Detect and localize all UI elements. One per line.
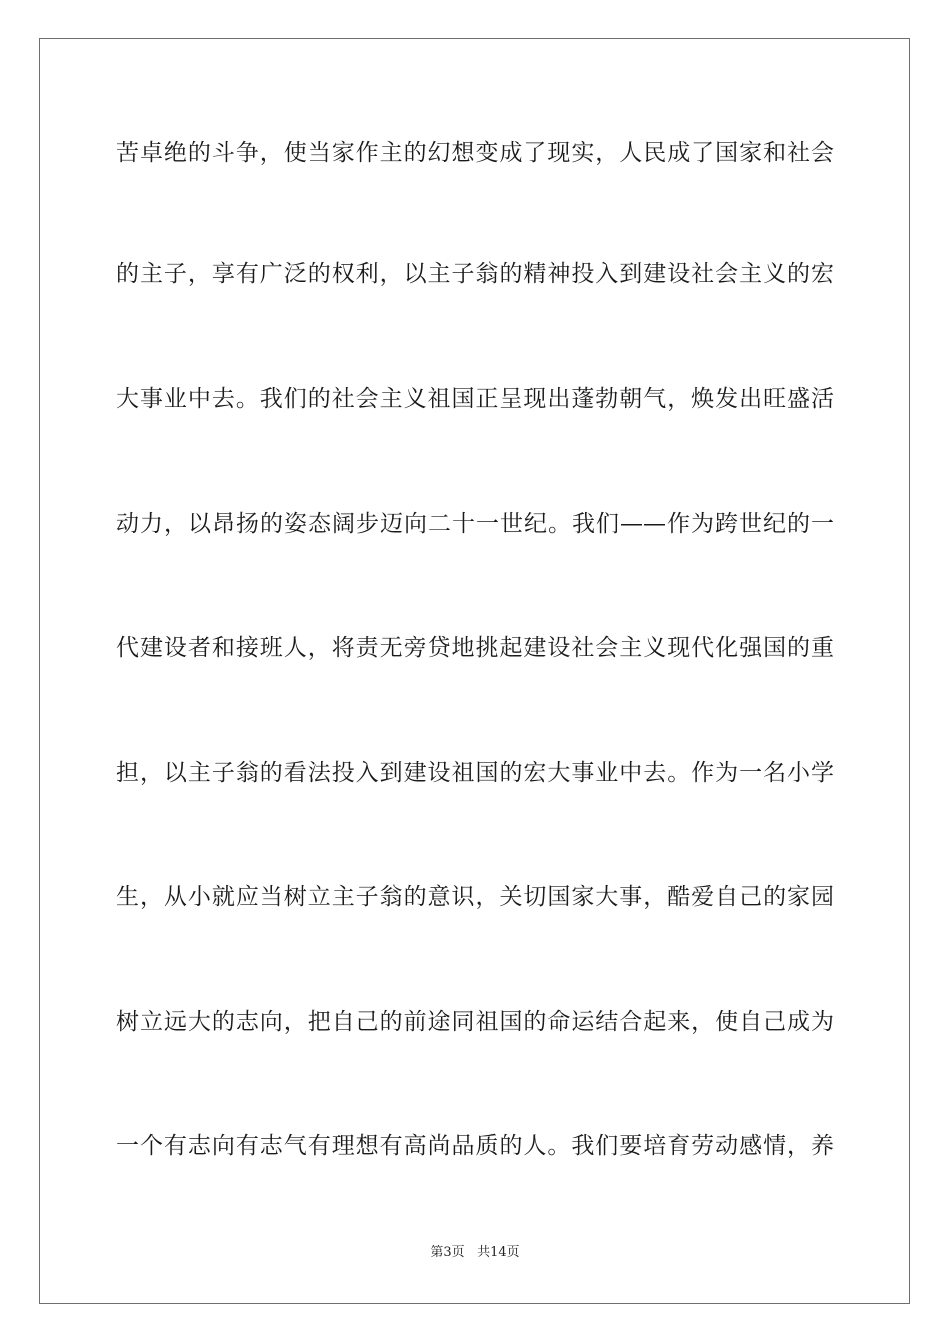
text-line-6: 担，以主子翁的看法投入到建设祖国的宏大事业中去。作为一名小学 — [116, 760, 834, 786]
text-line-8: 树立远大的志向，把自己的前途同祖国的命运结合起来，使自己成为 — [116, 1009, 834, 1035]
text-line-4: 动力，以昂扬的姿态阔步迈向二十一世纪。我们——作为跨世纪的一 — [116, 511, 834, 537]
text-line-3: 大事业中去。我们的社会主义祖国正呈现出蓬勃朝气，焕发出旺盛活 — [116, 386, 834, 412]
page-footer — [0, 1244, 950, 1262]
text-line-9: 一个有志向有志气有理想有高尚品质的人。我们要培育劳动感情，养 — [116, 1133, 834, 1159]
page-border — [39, 38, 910, 1304]
page-total: 共14页 — [477, 1245, 520, 1260]
page-number: 第3页 — [430, 1245, 465, 1260]
text-line-2: 的主子，享有广泛的权利，以主子翁的精神投入到建设社会主义的宏 — [116, 261, 834, 287]
text-line-5: 代建设者和接班人，将责无旁贷地挑起建设社会主义现代化强国的重 — [116, 635, 834, 661]
text-line-7: 生，从小就应当树立主子翁的意识，关切国家大事，酷爱自己的家园 — [116, 884, 834, 910]
text-line-1: 苦卓绝的斗争，使当家作主的幻想变成了现实，人民成了国家和社会 — [116, 140, 834, 166]
